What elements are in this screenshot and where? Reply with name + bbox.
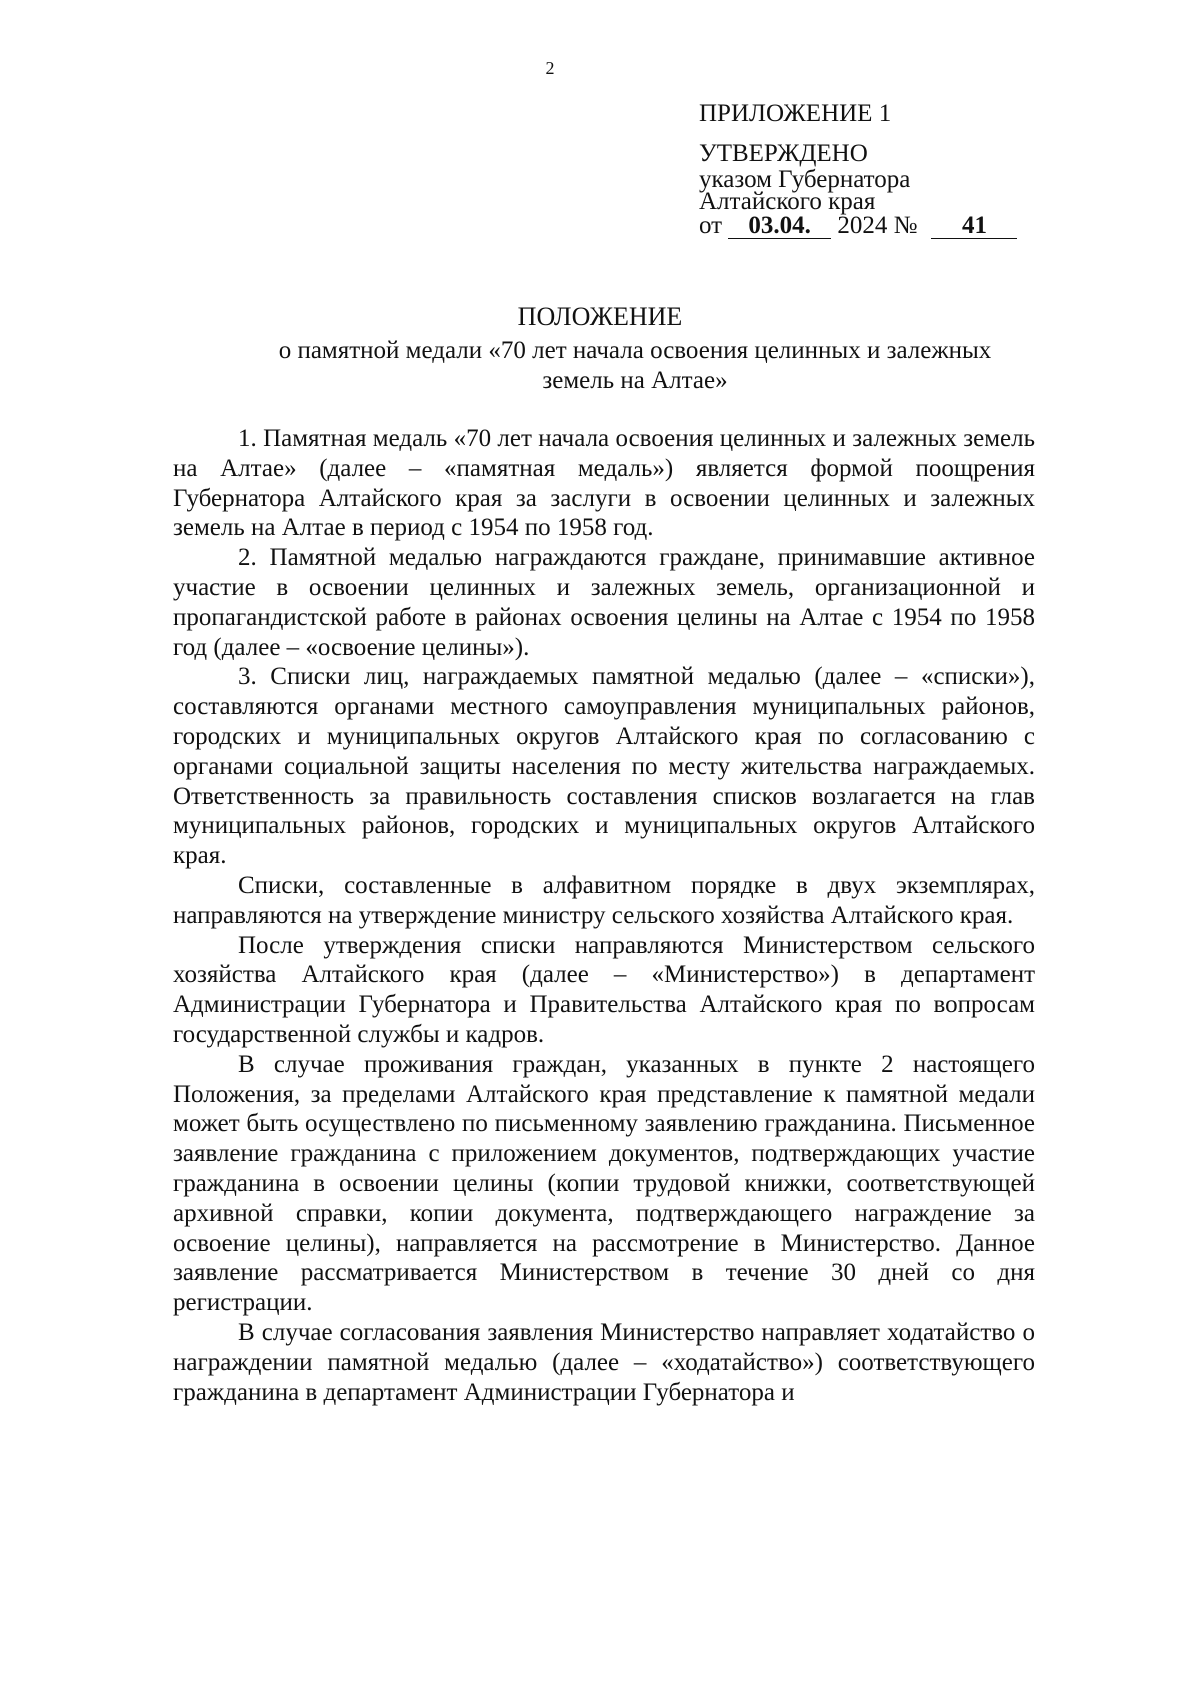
attachment-label: ПРИЛОЖЕНИЕ 1 [699, 100, 892, 127]
date-prefix: от [699, 212, 723, 239]
approved-label: УТВЕРЖДЕНО [699, 140, 868, 167]
number-sign: № [893, 212, 918, 239]
date-value: 03.04. [728, 214, 831, 239]
approval-block [699, 140, 911, 215]
document-subtitle: о памятной медали «70 лет начала освоения целинных и залежных земель на Алтае» [278, 337, 992, 394]
paragraph-2: 2. Памятной медалью награждаются граждане, принимавшие активное участие в освоении целинных и залежных земель, организационной и пропагандистской работе в районах освоения целины на Алтае с 1954 по 1958 год (далее – «освоение целины»). [173, 544, 1035, 661]
page-number: 2 [545, 58, 555, 78]
decree-line-2: Алтайского края [699, 188, 876, 215]
decree-line-1: указом Губернатора [699, 166, 911, 193]
paragraph-5: После утверждения списки направляются Министерством сельского хозяйства Алтайского края (далее – «Министерство») в департамент Администрации Губернатора и Правительства Алтайского края по вопросам государственной службы и кадров. [173, 931, 1035, 1048]
paragraph-7: В случае согласования заявления Министерство направляет ходатайство о награждении памятной медалью (далее – «ходатайство») соответствующего гражданина в департамент Администрации Губернатора и [173, 1318, 1035, 1406]
paragraph-3: 3. Списки лиц, награждаемых памятной медалью (далее – «списки»), составляются органами местного самоуправления муниципальных районов, городских и муниципальных округов Алтайского края по согласованию с органами социальной защиты населения по месту жительства награждаемых. Ответственность за правильность составления списков возлагается на глав муниципальных районов, городских и муниципальных округов Алтайского края. [173, 663, 1035, 870]
year: 2024 [837, 212, 888, 239]
paragraph-1: 1. Памятная медаль «70 лет начала освоения целинных и залежных земель на Алтае» (далее – «памятная медаль») является формой поощрения Губернатора Алтайского края за заслуги в освоении целинных и залежных земель на Алтае в период с 1954 по 1958 год. [173, 425, 1035, 542]
decree-date-row [699, 212, 1017, 240]
document-body [173, 424, 1035, 1407]
number-value: 41 [931, 214, 1017, 239]
paragraph-4: Списки, составленные в алфавитном порядке в двух экземплярах, направляются на утверждение министру сельского хозяйства Алтайского края. [173, 871, 1035, 929]
document-title: ПОЛОЖЕНИЕ [517, 302, 683, 331]
paragraph-6: В случае проживания граждан, указанных в пункте 2 настоящего Положения, за пределами Алтайского края представление к памятной медали может быть осуществлено по письменному заявлению гражданина. Письменное заявление гражданина с приложением документов, подтверждающих участие гражданина в освоении целины (копии трудовой книжки, соответствующей архивной справки, копии документа, подтверждающего награждение за освоение целины), направляется на рассмотрение в Министерство. Данное заявление рассматривается Министерством в течение 30 дней со дня регистрации. [173, 1050, 1035, 1317]
